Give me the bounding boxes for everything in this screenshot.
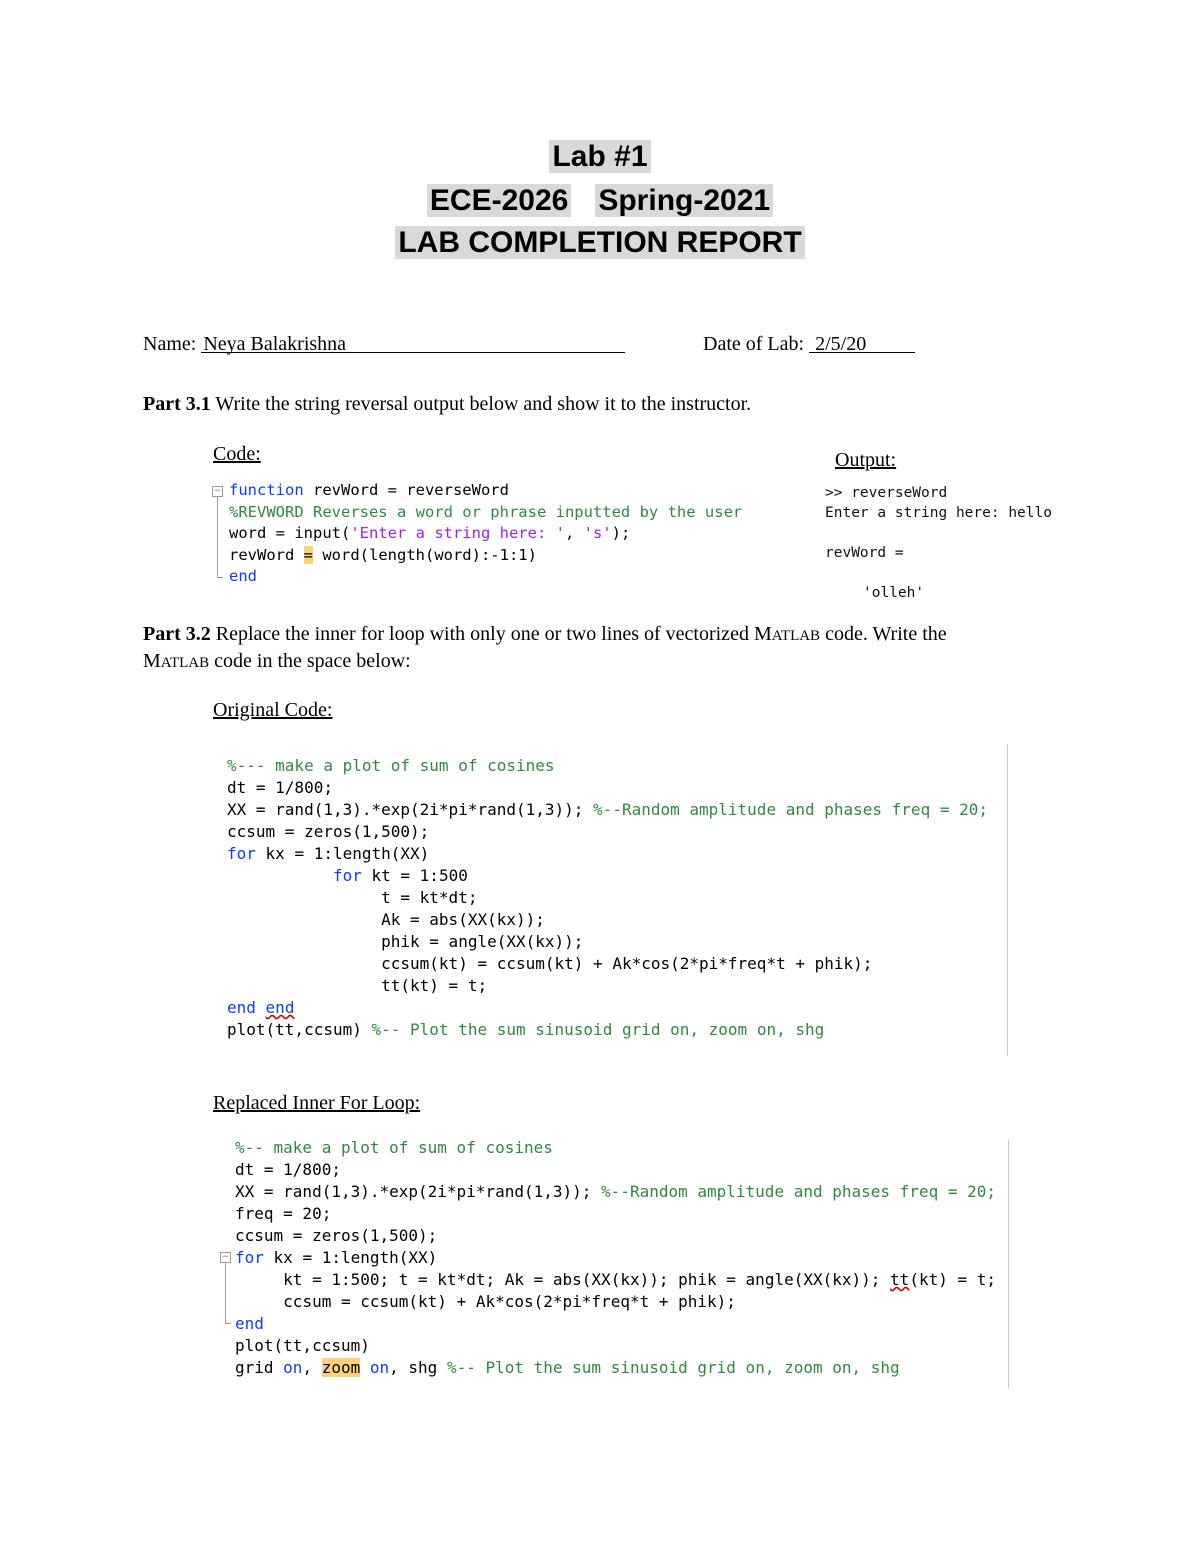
fold-minus-icon[interactable]: − (213, 486, 222, 496)
replaced-code-block: %-- make a plot of sum of cosines dt = 1/800; XX = rand(1,3).*exp(2i*pi*rand(1,3)); %--Random amplitude and phases freq = 20; freq = 20; ccsum = zeros(1,500); for kx = 1:length(XX) kt = 1:500; t = kt*dt; Ak = abs(XX(kx)); phik = angle(XX(kx)); tt(kt) = t; ccsum = ccsum(kt) + Ak*cos(2*pi*freq*t + phik); end plot(tt,ccsum) grid on, zoom on, shg %-- Plot the sum sinusoid grid on, zoom on, shg (235, 1138, 997, 1377)
part32-instruction-line2: MATLAB code in the space below: (143, 650, 411, 672)
report-title: LAB COMPLETION REPORT (0, 226, 1200, 260)
course-term-heading (0, 184, 1200, 218)
name-row (143, 332, 625, 356)
name-field (201, 332, 625, 353)
replaced-loop-label: Replaced Inner For Loop: (213, 1092, 421, 1114)
name-value: Neya Balakrishna (203, 333, 347, 355)
output-label: Output: (835, 449, 897, 471)
fold-end-2 (225, 1323, 231, 1324)
editor-right-margin-2 (1008, 1140, 1009, 1388)
course-code: ECE-2026 (427, 184, 571, 217)
part31-label: Part 3.1 (143, 393, 211, 415)
fold-guide (217, 497, 218, 577)
fold-end (217, 577, 223, 578)
part31-instruction: Part 3.1 Write the string reversal output below and show it to the instructor. (143, 393, 752, 415)
code-label: Code: (213, 443, 261, 465)
editor-right-margin (1007, 744, 1008, 1056)
name-label: Name: (143, 333, 197, 355)
part32-instruction-line1: Part 3.2 Replace the inner for loop with only one or two lines of vectorized MATLAB code. Write the (143, 623, 947, 645)
fold-minus-icon-2[interactable]: − (221, 1252, 230, 1262)
fold-guide-2 (225, 1263, 226, 1323)
part32-label: Part 3.2 (143, 623, 211, 645)
part31-code-block: function revWord = reverseWord %REVWORD Reverses a word or phrase inputted by the user word = input('Enter a string here: ', 's'); revWord = word(length(word):-1:1) end (229, 481, 743, 585)
date-row (703, 332, 915, 356)
lab-title: Lab #1 (0, 140, 1200, 174)
date-label: Date of Lab: (703, 333, 805, 355)
part31-output-block: >> reverseWord Enter a string here: hello revWord = 'olleh' (825, 485, 1052, 601)
date-field (809, 332, 915, 353)
original-code-block: %--- make a plot of sum of cosines dt = 1/800; XX = rand(1,3).*exp(2i*pi*rand(1,3)); %--Random amplitude and phases freq = 20; ccsum = zeros(1,500); for kx = 1:length(XX) for kt = 1:500 t = kt*dt; Ak = abs(XX(kx)); phik = angle(XX(kx)); ccsum(kt) = ccsum(kt) + Ak*cos(2*pi*freq*t + phik); tt(kt) = t; end end plot(tt,ccsum) %-- Plot the sum sinusoid grid on, zoom on, shg (227, 756, 988, 1039)
original-code-label: Original Code: (213, 699, 333, 721)
term: Spring-2021 (595, 184, 773, 217)
date-value: 2/5/20 (815, 333, 867, 355)
